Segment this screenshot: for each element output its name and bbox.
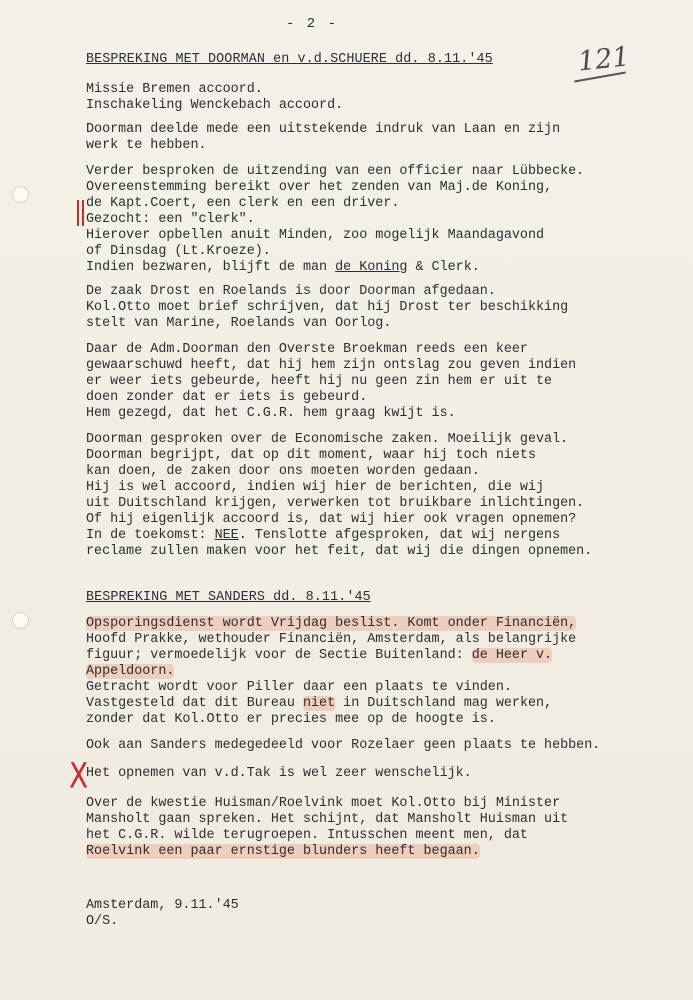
meeting1-p5-line2: gewaarschuwd heeft, dat hij hem zijn ontslag zou geven indien	[86, 358, 577, 373]
meeting1-p3-line4: Gezocht: een "clerk".	[86, 212, 255, 227]
tenslotte-text: . Tenslotte afgesproken, dat wij nergens	[238, 528, 561, 543]
meeting1-p6-line8: reclame zullen maken voor het feit, dat wij die dingen opnemen.	[86, 544, 593, 559]
meeting2-p1-line4	[86, 664, 693, 680]
meeting1-p6-line1: Doorman gesproken over de Economische zaken. Moeilijk geval.	[86, 432, 569, 447]
clerk-text: & Clerk.	[407, 260, 480, 275]
meeting1-p2-line1: Doorman deelde mede een uitstekende indruk van Laan en zijn	[86, 122, 561, 137]
meeting2-heading: BESPREKING MET SANDERS dd. 8.11.'45	[86, 590, 371, 605]
highlight-de-heer: de Heer v.	[471, 648, 553, 663]
handwritten-archive-number: 121	[576, 41, 632, 78]
meeting2-p1-line3	[86, 648, 693, 664]
meeting1-p4-line3: stelt van Marine, Roelands van Oorlog.	[86, 316, 392, 331]
nee-underlined: NEE	[214, 528, 239, 543]
meeting2-p1-line5: Getracht wordt voor Piller daar een plaats te vinden.	[86, 680, 512, 695]
highlight-roelvink: Roelvink een paar ernstige blunders heeft begaan.	[86, 844, 480, 859]
punch-hole-top	[12, 186, 29, 203]
meeting2-p3-line1: Het opnemen van v.d.Tak is wel zeer wenschelijk.	[86, 766, 472, 781]
vastgesteld-text: Vastgesteld dat dit Bureau	[86, 696, 295, 711]
meeting2-p2-line1: Ook aan Sanders medegedeeld voor Rozelaer geen plaats te hebben.	[86, 738, 601, 753]
meeting1-p1-line2: Inschakeling Wenckebach accoord.	[86, 98, 344, 113]
meeting1-p2-line2: werk te hebben.	[86, 138, 207, 153]
meeting1-p3-line1: Verder besproken de uitzending van een officier naar Lübbecke.	[86, 164, 585, 179]
indien-bezwaren-text: Indien bezwaren, blijft de man	[86, 260, 328, 275]
red-margin-mark	[77, 200, 85, 226]
meeting2-p4-line1: Over de kwestie Huisman/Roelvink moet Kol.Otto bij Minister	[86, 796, 561, 811]
meeting2-p1-line1	[86, 616, 693, 632]
figuur-text: figuur; vermoedelijk voor de Sectie Buitenland:	[86, 648, 464, 663]
meeting1-p5-line5: Hem gezegd, dat het C.G.R. hem graag kwijt is.	[86, 406, 456, 421]
meeting1-p3-line7	[86, 260, 693, 276]
initials: O/S.	[86, 914, 119, 929]
toekomst-text: In de toekomst:	[86, 528, 207, 543]
meeting1-p3-line3: de Kapt.Coert, een clerk en een driver.	[86, 196, 400, 211]
meeting1-p6-line4: Hij is wel accoord, indien wij hier de berichten, die wij	[86, 480, 545, 495]
meeting2-p4-line4	[86, 844, 693, 860]
meeting1-p4-line2: Kol.Otto moet brief schrijven, dat hij Drost ter beschikking	[86, 300, 569, 315]
duitschland-text: in Duitschland mag werken,	[335, 696, 553, 711]
meeting2-p1-line7: zonder dat Kol.Otto er precies mee op de hoogte is.	[86, 712, 496, 727]
meeting1-p3-line2: Overeenstemming bereikt over het zenden van Maj.de Koning,	[86, 180, 553, 195]
meeting1-heading: BESPREKING MET DOORMAN en v.d.SCHUERE dd. 8.11.'45	[86, 52, 493, 67]
de-koning-underlined: de Koning	[335, 260, 408, 275]
highlight-appeldoorn: Appeldoorn.	[86, 664, 175, 679]
meeting1-p1-line1: Missie Bremen accoord.	[86, 82, 263, 97]
place-date: Amsterdam, 9.11.'45	[86, 898, 239, 913]
meeting1-p3-line6: of Dinsdag (Lt.Kroeze).	[86, 244, 271, 259]
meeting1-p5-line3: er weer iets gebeurde, heeft hij nu geen zin hem er uit te	[86, 374, 553, 389]
meeting2-p1-line2: Hoofd Prakke, wethouder Financiën, Amsterdam, als belangrijke	[86, 632, 577, 647]
meeting1-p5-line4: doen zonder dat er iets is gebeurd.	[86, 390, 368, 405]
meeting1-p6-line5: uit Duitschland krijgen, verwerken tot bruikbare inlichtingen.	[86, 496, 585, 511]
meeting1-p4-line1: De zaak Drost en Roelands is door Doorman afgedaan.	[86, 284, 496, 299]
highlight-niet: niet	[302, 696, 336, 711]
meeting1-p5-line1: Daar de Adm.Doorman den Overste Broekman reeds een keer	[86, 342, 528, 357]
meeting2-p1-line6	[86, 696, 693, 712]
red-x-mark: X	[69, 754, 89, 797]
meeting2-p4-line3: het C.G.R. wilde terugroepen. Intusschen meent men, dat	[86, 828, 528, 843]
highlight-opsporingsdienst: Opsporingsdienst wordt Vrijdag beslist. Komt onder Financiën,	[86, 616, 577, 631]
meeting1-p6-line6: Of hij eigenlijk accoord is, dat wij hier ook vragen opnemen?	[86, 512, 577, 527]
meeting1-p6-line7	[86, 528, 693, 544]
meeting1-p3-line5: Hierover opbellen anuit Minden, zoo mogelijk Maandagavond	[86, 228, 545, 243]
page-number: - 2 -	[286, 16, 339, 32]
meeting1-p6-line2: Doorman begrijpt, dat op dit moment, waar hij toch niets	[86, 448, 536, 463]
meeting2-p4-line2: Mansholt gaan spreken. Het schijnt, dat Mansholt Huisman uit	[86, 812, 569, 827]
meeting1-p6-line3: kan doen, de zaken door ons moeten worden gedaan.	[86, 464, 480, 479]
punch-hole-bottom	[12, 612, 29, 629]
